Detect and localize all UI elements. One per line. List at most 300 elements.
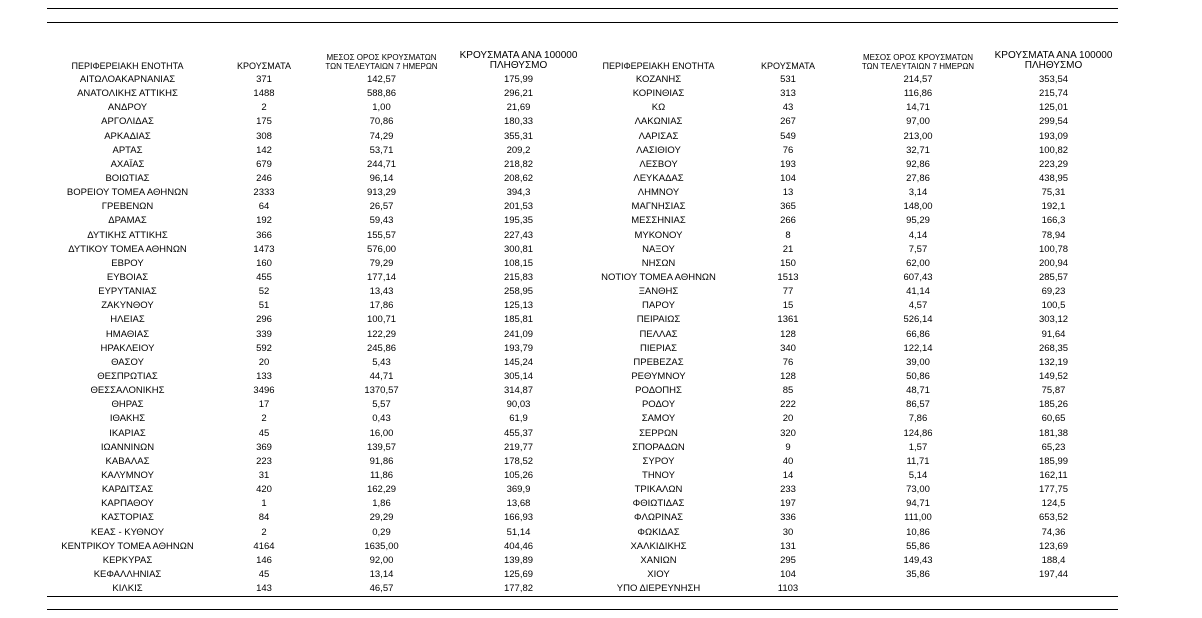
avg-cell: 1,86 [372,498,391,510]
table-row [47,229,592,243]
avg-cell: 26,57 [369,201,394,213]
table-row [47,313,592,327]
region-cell: ΑΙΤΩΛΟΑΚΑΡΝΑΝΙΑΣ [79,74,176,85]
per100k-cell: 192,1 [1041,201,1066,213]
table-row [47,554,592,568]
avg-cell: 92,00 [369,554,394,566]
header-avg-line1: ΜΕΣΟΣ ΟΡΟΣ ΚΡΟΥΣΜΑΤΩΝ [326,53,437,62]
region-cell: ΚΩ [651,102,666,114]
avg-cell: 0,29 [372,526,391,538]
table-row [592,427,1118,441]
per100k-cell: 215,83 [503,271,534,283]
per100k-cell: 404,46 [503,540,534,552]
table-row [47,370,592,384]
header-cases: ΚΡΟΥΣΜΑΤΑ [761,61,815,71]
avg-cell: 27,86 [906,172,930,184]
table-row [592,526,1118,540]
region-cell: ΚΕΡΚΥΡΑΣ [102,554,153,566]
avg-cell: 91,86 [369,455,394,467]
per100k-cell: 369,9 [506,484,531,496]
avg-cell: 16,00 [369,427,394,439]
avg-cell: 1370,57 [364,385,399,397]
avg-cell: 214,57 [903,74,933,85]
cases-cell: 369 [256,441,272,453]
per100k-cell: 193,79 [503,342,534,354]
per100k-cell: 438,95 [1038,172,1069,184]
avg-cell: 162,29 [366,484,397,496]
region-cell: ΓΡΕΒΕΝΩΝ [101,201,154,213]
per100k-cell: 258,95 [503,286,534,298]
header-avg [319,53,444,71]
left-header-row [47,46,592,73]
avg-cell: 4,14 [908,229,928,241]
cases-cell: 2 [261,102,267,114]
cases-cell: 339 [256,328,272,340]
cases-cell: 336 [780,512,796,524]
region-cell: ΜΕΣΣΗΝΙΑΣ [631,215,686,227]
region-cell: ΘΑΣΟΥ [111,356,144,368]
per100k-cell: 241,09 [503,328,534,340]
table-row [47,540,592,554]
per100k-cell: 145,24 [503,356,534,368]
table-row [47,356,592,370]
avg-cell: 44,71 [369,370,394,382]
table-row [592,554,1118,568]
cases-cell: 77 [782,286,794,298]
avg-cell: 59,43 [369,215,394,227]
cases-cell: 8 [785,229,791,241]
table-row [592,342,1118,356]
cases-cell: 40 [782,455,794,467]
region-cell: ΚΙΛΚΙΣ [112,583,143,595]
region-cell: ΗΡΑΚΛΕΙΟΥ [100,342,155,354]
per100k-cell: 132,19 [1038,356,1069,368]
per100k-cell: 223,29 [1038,158,1069,170]
per100k-cell: 218,82 [503,158,534,170]
cases-cell: 160 [256,257,272,269]
avg-cell: 1,00 [372,102,391,114]
per100k-cell: 125,13 [503,300,534,312]
region-cell: ΕΒΡΟΥ [111,257,144,269]
cases-cell: 31 [258,469,270,481]
per100k-cell: 13,68 [506,498,531,510]
header-per100k [451,51,586,71]
cases-cell: 64 [258,201,270,213]
table-row [592,568,1118,582]
avg-cell: 86,57 [906,399,930,411]
per100k-cell: 177,75 [1038,484,1069,496]
avg-cell: 32,71 [906,144,930,156]
cases-cell: 150 [780,257,796,269]
avg-cell: 607,43 [903,271,933,283]
per100k-cell: 314,87 [503,385,534,397]
per100k-cell: 193,09 [1038,130,1069,142]
table-row [592,398,1118,412]
table-row [47,511,592,525]
cases-cell: 85 [782,385,794,397]
region-cell: ΚΑΡΠΑΘΟΥ [101,498,154,510]
right-table [592,46,1118,596]
per100k-cell: 455,37 [503,427,534,439]
per100k-cell: 78,94 [1041,229,1066,241]
avg-cell: 213,00 [903,130,933,142]
table-row [592,229,1118,243]
region-cell: ΛΑΡΙΣΑΣ [638,130,679,142]
cases-cell: 4164 [253,540,275,552]
header-avg-line2: ΤΩΝ ΤΕΛΕΥΤΑΙΩΝ 7 ΗΜΕΡΩΝ [325,62,438,71]
cases-cell: 1473 [253,243,275,255]
table-row [47,483,592,497]
region-cell: ΚΑΛΥΜΝΟΥ [101,469,154,481]
table-row [47,257,592,271]
avg-cell: 124,86 [903,427,933,439]
table-row [47,214,592,228]
per100k-cell: 69,23 [1041,286,1066,298]
region-cell: ΧΑΝΙΩΝ [640,554,677,566]
avg-cell: 13,43 [369,286,394,298]
cases-cell: 15 [782,300,794,312]
per100k-cell: 305,14 [503,370,534,382]
avg-cell: 10,86 [906,526,930,538]
per100k-cell: 355,31 [503,130,534,142]
cases-cell: 193 [780,158,796,170]
per100k-cell: 175,99 [503,74,534,85]
avg-cell: 139,57 [366,441,397,453]
table-row [592,511,1118,525]
avg-cell: 50,86 [906,370,930,382]
region-cell: ΧΑΛΚΙΔΙΚΗΣ [630,540,687,552]
avg-cell: 17,86 [369,300,394,312]
header-cases: ΚΡΟΥΣΜΑΤΑ [237,61,291,71]
header-avg-line1: ΜΕΣΟΣ ΟΡΟΣ ΚΡΟΥΣΜΑΤΩΝ [862,53,974,62]
table-row [592,214,1118,228]
top-rule-secondary [47,22,1118,23]
per100k-cell: 299,54 [1038,116,1069,128]
table-row [592,384,1118,398]
per100k-cell: 215,74 [1038,88,1069,100]
per100k-cell: 125,01 [1038,102,1069,114]
avg-cell: 588,86 [366,88,397,100]
cases-cell: 76 [782,144,794,156]
per100k-cell: 188,4 [1041,554,1066,566]
cases-cell: 455 [256,271,272,283]
per100k-cell: 209,2 [506,144,531,156]
per100k-cell: 180,33 [503,116,534,128]
per100k-cell: 61,9 [509,413,528,425]
region-cell: ΞΑΝΘΗΣ [638,286,679,298]
table-row [47,144,592,158]
cases-cell: 266 [780,215,796,227]
region-cell: ΦΩΚΙΔΑΣ [637,526,680,538]
cases-cell: 131 [780,540,796,552]
per100k-cell: 200,94 [1038,257,1069,269]
per100k-cell: 285,57 [1038,271,1069,283]
region-cell: ΡΟΔΟΥ [641,399,676,411]
table-row [47,243,592,257]
table-row [592,469,1118,483]
region-cell: ΧΙΟΥ [647,568,670,580]
header-per100k-line1: ΚΡΟΥΣΜΑΤΑ ΑΝΑ 100000 [459,50,578,61]
avg-cell: 97,00 [906,116,930,128]
region-cell: ΠΑΡΟΥ [642,300,675,312]
cases-cell: 3496 [253,385,275,397]
bottom-rule-secondary [47,609,1118,610]
table-row [592,243,1118,257]
avg-cell: 155,57 [366,229,397,241]
region-cell: ΒΟΡΕΙΟΥ ΤΟΜΕΑ ΑΘΗΝΩΝ [66,187,189,199]
table-row [592,130,1118,144]
per100k-cell: 125,69 [503,568,534,580]
cases-cell: 2 [261,526,267,538]
per100k-cell: 394,3 [506,187,531,199]
region-cell: ΚΟΖΑΝΗΣ [635,74,682,85]
region-cell: ΕΥΡΥΤΑΝΙΑΣ [98,286,157,298]
per100k-cell: 185,26 [1038,399,1069,411]
avg-cell: 4,57 [908,300,928,312]
per100k-cell: 21,69 [506,102,531,114]
avg-cell: 3,14 [908,187,928,199]
avg-cell: 913,29 [366,187,397,199]
cases-cell: 308 [256,130,272,142]
per100k-cell: 166,93 [503,512,534,524]
table-row [592,455,1118,469]
table-row [47,427,592,441]
cases-cell: 340 [780,342,796,354]
avg-cell: 73,00 [906,484,930,496]
cases-cell: 549 [780,130,796,142]
cases-cell: 1361 [777,314,799,326]
per100k-cell: 124,5 [1041,498,1066,510]
cases-cell: 246 [256,172,272,184]
table-row [47,200,592,214]
table-row [47,87,592,101]
per100k-cell: 123,69 [1038,540,1069,552]
cases-cell: 371 [256,74,272,85]
region-cell: ΠΕΙΡΑΙΩΣ [636,314,681,326]
region-cell: ΑΧΑΪΑΣ [110,158,145,170]
header-region: ΠΕΡΙΦΕΡΕΙΑΚΗ ΕΝΟΤΗΤΑ [71,61,184,71]
left-table [47,46,592,596]
region-cell: ΚΑΣΤΟΡΙΑΣ [101,512,154,524]
cases-cell: 175 [256,116,272,128]
table-row [47,412,592,426]
table-row [592,328,1118,342]
table-row [592,483,1118,497]
avg-cell: 53,71 [369,144,394,156]
cases-cell: 43 [782,102,794,114]
per100k-cell: 201,53 [503,201,534,213]
region-cell: ΣΑΜΟΥ [641,413,676,425]
avg-cell: 122,29 [366,328,397,340]
cases-cell: 366 [256,229,272,241]
top-rule [47,8,1118,9]
cases-cell: 104 [780,568,796,580]
right-rows [592,73,1118,596]
region-cell: ΛΕΥΚΑΔΑΣ [633,172,684,184]
region-cell: ΛΑΚΩΝΙΑΣ [634,116,683,128]
region-cell: ΔΥΤΙΚΟΥ ΤΟΜΕΑ ΑΘΗΝΩΝ [68,243,187,255]
region-cell: ΣΕΡΡΩΝ [639,427,678,439]
avg-cell: 122,14 [903,342,933,354]
region-cell: ΑΡΚΑΔΙΑΣ [104,130,151,142]
avg-cell: 13,14 [369,568,394,580]
cases-cell: 45 [258,568,270,580]
avg-cell: 0,43 [372,413,391,425]
header-per100k [989,51,1118,71]
table-row [592,582,1118,596]
cases-cell: 197 [780,498,796,510]
table-row [47,582,592,596]
cases-cell: 295 [780,554,796,566]
avg-cell: 177,14 [366,271,397,283]
left-rows [47,73,592,596]
avg-cell: 95,29 [906,215,930,227]
table-row [592,186,1118,200]
cases-cell: 313 [780,88,796,100]
region-cell: ΝΑΞΟΥ [642,243,675,255]
avg-cell: 92,86 [906,158,930,170]
avg-cell: 41,14 [906,286,930,298]
table-row [47,186,592,200]
cases-cell: 592 [256,342,272,354]
table-row [592,101,1118,115]
cases-cell: 223 [256,455,272,467]
table-row [47,497,592,511]
cases-cell: 128 [780,328,796,340]
cases-cell: 2 [261,413,267,425]
region-cell: ΔΥΤΙΚΗΣ ΑΤΤΙΚΗΣ [87,229,168,241]
avg-cell: 5,14 [908,469,928,481]
region-cell: ΘΕΣΣΑΛΟΝΙΚΗΣ [90,385,165,397]
table-row [47,342,592,356]
region-cell: ΛΑΣΙΘΙΟΥ [636,144,681,156]
per100k-cell: 75,31 [1041,187,1066,199]
avg-cell: 245,86 [366,342,397,354]
cases-cell: 420 [256,484,272,496]
cases-cell: 20 [258,356,270,368]
avg-cell: 5,57 [372,399,391,411]
table-row [47,568,592,582]
avg-cell: 66,86 [906,328,930,340]
table-row [47,73,592,87]
table-row [592,73,1118,87]
table-row [47,299,592,313]
per100k-cell: 162,11 [1039,469,1068,481]
per100k-cell: 185,99 [1038,455,1069,467]
region-cell: ΑΝΑΤΟΛΙΚΗΣ ΑΤΤΙΚΗΣ [77,88,178,100]
cases-cell: 133 [256,370,272,382]
avg-cell: 11,71 [906,455,930,467]
region-cell: ΙΚΑΡΙΑΣ [109,427,146,439]
table-row [592,540,1118,554]
per100k-cell: 181,38 [1038,427,1069,439]
cases-cell: 76 [782,356,794,368]
cases-cell: 13 [782,187,794,199]
avg-cell: 1,57 [908,441,928,453]
per100k-cell: 75,87 [1041,385,1066,397]
region-cell: ΝΟΤΙΟΥ ΤΟΜΕΑ ΑΘΗΝΩΝ [601,271,716,283]
table-row [47,172,592,186]
region-cell: ΚΑΒΑΛΑΣ [105,455,150,467]
per100k-cell: 653,52 [1038,512,1069,524]
cases-cell: 84 [258,512,270,524]
per100k-cell: 303,12 [1038,314,1069,326]
avg-cell: 100,71 [366,314,397,326]
region-cell: ΡΟΔΟΠΗΣ [635,385,682,397]
table-row [47,285,592,299]
table-row [592,115,1118,129]
avg-cell: 244,71 [366,158,397,170]
per100k-cell: 105,26 [503,469,534,481]
avg-cell: 142,57 [366,74,397,85]
per100k-cell: 90,03 [506,399,531,411]
avg-cell: 526,14 [903,314,933,326]
table-row [47,130,592,144]
per100k-cell: 60,65 [1041,413,1066,425]
table-row [592,87,1118,101]
region-cell: ΙΩΑΝΝΙΝΩΝ [100,441,155,453]
region-cell: ΝΗΣΩΝ [641,257,676,269]
per100k-cell: 108,15 [503,257,534,269]
region-cell: ΣΠΟΡΑΔΩΝ [632,441,685,453]
table-row [592,441,1118,455]
region-cell: ΕΥΒΟΙΑΣ [106,271,149,283]
region-cell: ΚΑΡΔΙΤΣΑΣ [101,484,154,496]
region-cell: ΚΕΦΑΛΛΗΝΙΑΣ [93,568,162,580]
per100k-cell: 219,77 [503,441,534,453]
region-cell: ΤΗΝΟΥ [642,469,675,481]
cases-cell: 1513 [777,271,799,283]
header-per100k-line1: ΚΡΟΥΣΜΑΤΑ ΑΝΑ 100000 [994,50,1113,61]
region-cell: ΖΑΚΥΝΘΟΥ [101,300,154,312]
header-avg-line2: ΤΩΝ ΤΕΛΕΥΤΑΙΩΝ 7 ΗΜΕΡΩΝ [861,62,975,71]
per100k-cell: 195,35 [503,215,534,227]
avg-cell: 29,29 [369,512,394,524]
table-row [47,101,592,115]
per100k-cell: 51,14 [506,526,531,538]
avg-cell: 79,29 [369,257,394,269]
cases-cell: 365 [780,201,796,213]
table-row [47,158,592,172]
region-cell: ΛΕΣΒΟΥ [639,158,678,170]
table-row [592,172,1118,186]
table-row [47,384,592,398]
avg-cell: 39,00 [906,356,930,368]
header-per100k-line2: ΠΛΗΘΥΣΜΟ [489,60,548,71]
per100k-cell: 166,3 [1041,215,1066,227]
per100k-cell: 100,5 [1041,300,1066,312]
avg-cell: 94,71 [906,498,930,510]
per100k-cell: 268,35 [1038,342,1069,354]
cases-cell: 45 [258,427,270,439]
cases-cell: 143 [256,583,272,595]
cases-cell: 233 [780,484,796,496]
per100k-cell: 178,52 [503,455,534,467]
region-cell: ΘΗΡΑΣ [111,399,144,411]
region-cell: ΠΡΕΒΕΖΑΣ [633,356,684,368]
region-cell: ΙΘΑΚΗΣ [109,413,146,425]
cases-cell: 51 [258,300,270,312]
table-row [47,328,592,342]
avg-cell: 11,86 [369,469,394,481]
region-cell: ΦΘΙΩΤΙΔΑΣ [632,498,685,510]
table-row [592,271,1118,285]
per100k-cell: 177,82 [503,583,534,595]
avg-cell: 1635,00 [364,540,399,552]
region-cell: ΜΥΚΟΝΟΥ [634,229,683,241]
region-cell: ΘΕΣΠΡΩΤΙΑΣ [97,370,158,382]
region-cell: ΛΗΜΝΟΥ [637,187,680,199]
